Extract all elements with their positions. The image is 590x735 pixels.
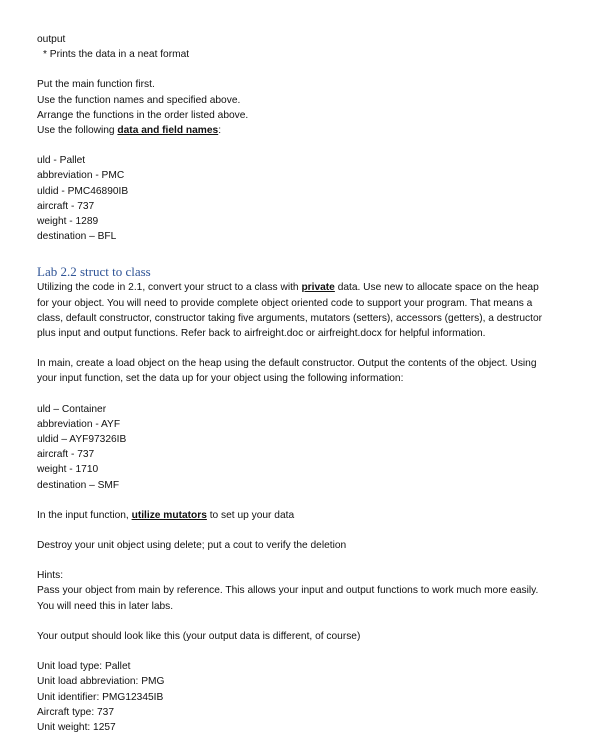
field-line: abbreviation - AYF — [37, 418, 121, 430]
sample-output-line: Aircraft type: 737 — [37, 706, 115, 718]
field-line: uld - Pallet — [37, 155, 86, 167]
instruction-line: Use the function names and specified above. — [37, 94, 241, 106]
hints-label: Hints: — [37, 570, 64, 582]
sample-output-line: Unit identifier: PMG12345IB — [37, 691, 164, 703]
delete-note: Destroy your unit object using delete; put a cout to verify the deletion — [37, 540, 347, 552]
instruction-line: Put the main function first. — [37, 79, 155, 91]
section-heading: Lab 2.2 struct to class — [37, 264, 151, 280]
data-names-emphasis: data and field names — [117, 125, 219, 137]
output-intro: Your output should look like this (your output data is different, of course) — [37, 630, 361, 642]
spacer — [37, 341, 546, 356]
mutators-emphasis: utilize mutators — [131, 509, 207, 521]
data-names-prefix: Use the following — [37, 125, 118, 137]
field-line: uld – Container — [37, 403, 107, 415]
output-bullet: * Prints the data in a neat format — [43, 49, 190, 61]
spacer — [37, 644, 546, 659]
field-line: destination – BFL — [37, 231, 117, 243]
spacer — [37, 387, 546, 402]
spacer — [37, 553, 546, 568]
main-paragraph: In main, create a load object on the heap using the default constructor. Output the contents of the object. Using your input function, set the data up for your object using the following information: — [37, 358, 537, 385]
spacer — [37, 138, 546, 153]
input-note-start: In the input function, — [37, 509, 132, 521]
sample-output-line: Unit weight: 1257 — [37, 721, 116, 733]
intro-text-end: data. Use new to allocate space on the heap for your object. You will need to provide complete object oriented code to support your program. That means a class, default constructor, constructor taking five arguments, mutators (setters), accessors (getters), a destructor plus input and output functions. Refer back to airfreight.doc or airfreight.docx for helpful information. — [37, 282, 543, 340]
field-line: aircraft - 737 — [37, 449, 95, 461]
intro-paragraph — [37, 280, 546, 341]
field-line: destination – SMF — [37, 479, 120, 491]
intro-text-start: Utilizing the code in 2.1, convert your struct to a class with — [37, 282, 302, 294]
spacer — [37, 493, 546, 508]
input-function-note — [37, 508, 546, 523]
data-names-suffix: : — [218, 125, 222, 137]
field-line: uldid - PMC46890IB — [37, 185, 129, 197]
field-line: aircraft - 737 — [37, 200, 95, 212]
field-line: weight - 1289 — [37, 216, 99, 228]
hints-text: Pass your object from main by reference. This allows your input and output functions to work much more easily. You will need this in later labs. — [37, 585, 539, 612]
field-line: abbreviation - PMC — [37, 170, 125, 182]
private-emphasis: private — [301, 282, 335, 294]
field-line: uldid – AYF97326IB — [37, 434, 127, 446]
instruction-line: Arrange the functions in the order listed above. — [37, 109, 249, 121]
data-names-instruction — [37, 123, 546, 138]
spacer — [37, 244, 546, 259]
spacer — [37, 62, 546, 77]
field-line: weight - 1710 — [37, 464, 99, 476]
spacer — [37, 614, 546, 629]
input-note-end: to set up your data — [206, 509, 295, 521]
output-heading: output — [37, 34, 66, 45]
sample-output-line: Unit load type: Pallet — [37, 661, 131, 673]
sample-output-line: Unit load abbreviation: PMG — [37, 676, 165, 688]
spacer — [37, 523, 546, 538]
